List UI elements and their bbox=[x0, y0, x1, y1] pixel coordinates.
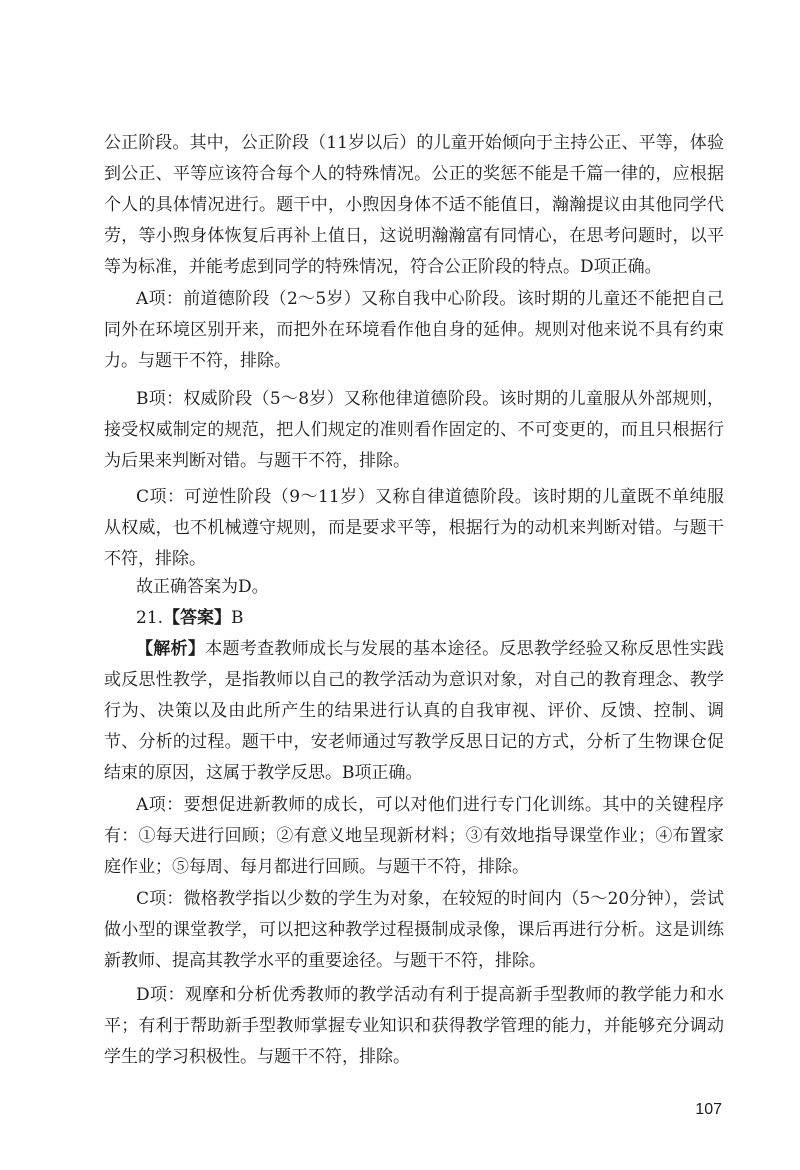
paragraph-option-c-reversibility: C项：可逆性阶段（9～11岁）又称自律道德阶段。该时期的儿童既不单纯服从权威，也不机械遵守规则，而是要求平等，根据行为的动机来判断对错。与题干不符，排除。 bbox=[104, 487, 724, 569]
paragraph-option-c-microteaching: C项：微格教学指以少数的学生为对象，在较短的时间内（5～20分钟），尝试做小型的课堂教学，可以把这种教学过程摄制成录像，课后再进行分析。这是训练新教师、提高其教学水平的重要途径。与题干不符，排除。 bbox=[104, 889, 724, 971]
answer-value: B bbox=[231, 608, 244, 628]
question-number: 21. bbox=[136, 608, 164, 628]
paragraph-correct-answer-20: 故正确答案为D。 bbox=[136, 577, 269, 597]
question-21-answer-line bbox=[136, 603, 724, 634]
paragraph-option-a-premoral: A项：前道德阶段（2～5岁）又称自我中心阶段。该时期的儿童还不能把自己同外在环境区别开来，而把外在环境看作他自身的延伸。规则对他来说不具有约束力。与题干不符，排除。 bbox=[104, 289, 724, 371]
paragraph-option-d-observation: D项：观摩和分析优秀教师的教学活动有利于提高新手型教师的教学能力和水平；有利于帮助新手型教师掌握专业知识和获得教学管理的能力，并能够充分调动学生的学习积极性。与题干不符，排除。 bbox=[104, 985, 724, 1067]
paragraph-option-a-training: A项：要想促进新教师的成长，可以对他们进行专门化训练。其中的关键程序有：①每天进行回顾；②有意义地呈现新材料；③有效地指导课堂作业；④布置家庭作业；⑤每周、每月都进行回顾。与题干不符，排除。 bbox=[104, 795, 724, 877]
page-number: 107 bbox=[695, 1101, 722, 1118]
paragraph-option-b-authority: B项：权威阶段（5～8岁）又称他律道德阶段。该时期的儿童服从外部规则，接受权威制定的规范，把人们规定的准则看作固定的、不可变更的，而且只根据行为后果来判断对错。与题干不符，排除。 bbox=[104, 389, 724, 471]
paragraph-analysis-21 bbox=[104, 634, 724, 789]
analysis-text: 本题考查教师成长与发展的基本途径。反思教学经验又称反思性实践或反思性教学，是指教师以自己的教学活动为意识对象，对自己的教育理念、教学行为、决策以及由此所产生的结果进行认真的自我审视、评价、反馈、控制、调节、分析的过程。题干中，安老师通过写教学反思日记的方式，分析了生物课仓促结束的原因，这属于教学反思。B项正确。 bbox=[104, 639, 725, 783]
analysis-label: 【解析】 bbox=[136, 639, 206, 659]
answer-label: 【答案】 bbox=[163, 608, 232, 628]
paragraph-justice-stage: 公正阶段。其中，公正阶段（11岁以后）的儿童开始倾向于主持公正、平等，体验到公正、平等应该符合每个人的特殊情况。公正的奖惩不能是千篇一律的，应根据个人的具体情况进行。题干中，小煦因身体不适不能值日，瀚瀚提议由其他同学代劳，等小煦身体恢复后再补上值日，这说明瀚瀚富有同情心，在思考问题时，以平等为标准，并能考虑到同学的特殊情况，符合公正阶段的特点。D项正确。 bbox=[104, 133, 724, 277]
